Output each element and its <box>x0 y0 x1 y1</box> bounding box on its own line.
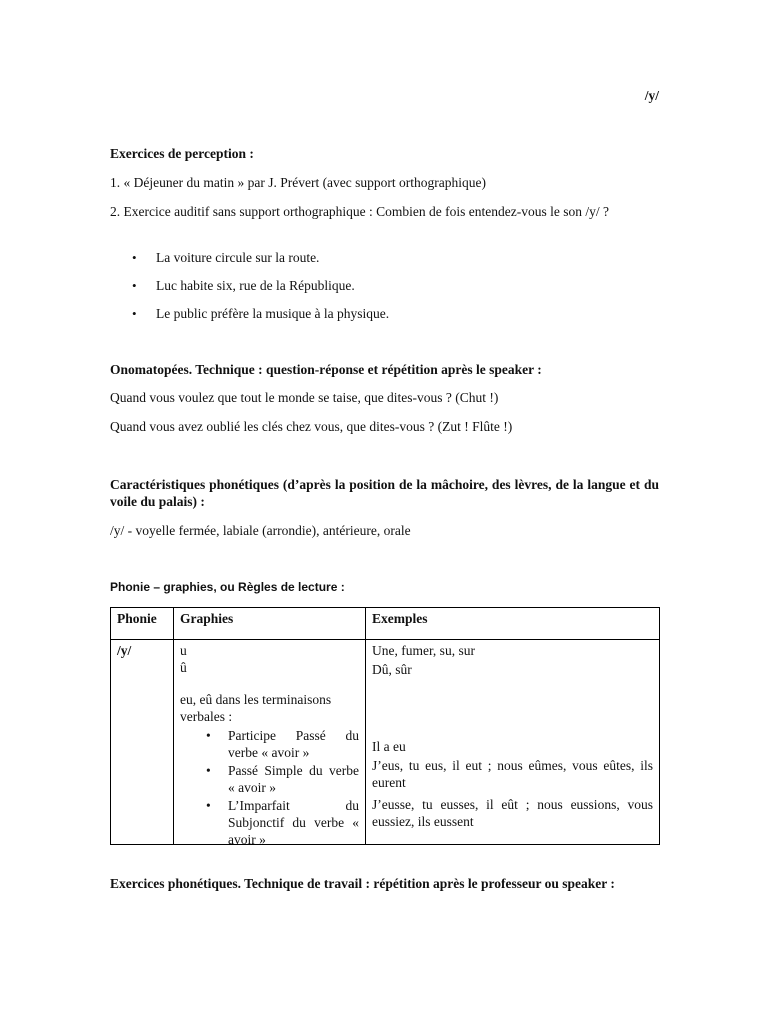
graphie-bullet-participe: • Participe Passé du verbe « avoir » <box>206 728 359 760</box>
bullet-icon: • <box>206 763 211 778</box>
lecture-title: Phonie – graphies, ou Règles de lecture : <box>110 580 345 594</box>
exemple-4: J’eus, tu eus, il eut ; nous eûmes, vous eûtes, ils eurent <box>372 758 653 790</box>
bullet-icon: • <box>206 728 211 743</box>
caracteristiques-description: /y/ - voyelle fermée, labiale (arrondie), antérieure, orale <box>110 523 411 538</box>
exemple-2: Dû, sûr <box>372 662 412 677</box>
perception-item-1: 1. « Déjeuner du matin » par J. Prévert (avec support orthographique) <box>110 175 487 190</box>
perception-title: Exercices de perception : <box>110 146 254 161</box>
perception-sentence-list <box>110 249 659 333</box>
phonie-value: /y/ <box>117 643 132 658</box>
cell-graphies <box>174 640 366 845</box>
bullet-icon: • <box>132 306 137 321</box>
onomatopees-question-1: Quand vous voulez que tout le monde se taise, que dites-vous ? (Chut !) <box>110 390 499 405</box>
exemple-1: Une, fumer, su, sur <box>372 643 475 658</box>
list-item: • Luc habite six, rue de la République. <box>132 278 355 293</box>
header-phonie: Phonie <box>111 608 174 640</box>
phoneme-header: /y/ <box>644 88 659 103</box>
exemple-5: J’eusse, tu eusses, il eût ; nous eussions, vous eussiez, ils eussent <box>372 797 653 829</box>
graphie-bullet-imparfait: • L’Imparfait du Subjonctif du verbe « avoir » <box>206 798 359 847</box>
table-row <box>111 640 660 845</box>
table-header-row <box>111 608 660 640</box>
exercices-title: Exercices phonétiques. Technique de travail : répétition après le professeur ou speaker : <box>110 876 615 891</box>
cell-exemples <box>366 640 660 845</box>
header-graphies: Graphies <box>174 608 366 640</box>
onomatopees-question-2: Quand vous avez oublié les clés chez vous, que dites-vous ? (Zut ! Flûte !) <box>110 419 513 434</box>
exemple-3: Il a eu <box>372 739 406 754</box>
graphie-u-circumflex: û <box>180 660 187 675</box>
list-item: • Le public préfère la musique à la physique. <box>132 306 390 321</box>
cell-phonie <box>111 640 174 845</box>
graphie-eu: eu, eû dans les terminaisons verbales : <box>180 692 332 724</box>
graphie-u: u <box>180 643 187 658</box>
document-page <box>110 0 659 1024</box>
bullet-icon: • <box>132 278 137 293</box>
perception-item-2: 2. Exercice auditif sans support orthographique : Combien de fois entendez-vous le son /y/ ? <box>110 204 609 219</box>
graphie-bullet-passe-simple: • Passé Simple du verbe « avoir » <box>206 763 359 795</box>
onomatopees-title: Onomatopées. Technique : question-réponse et répétition après le speaker : <box>110 362 542 377</box>
list-item: • La voiture circule sur la route. <box>132 250 320 265</box>
caracteristiques-title: Caractéristiques phonétiques (d’après la position de la mâchoire, des lèvres, de la langue et du voile du palais) : <box>110 477 659 509</box>
bullet-icon: • <box>132 250 137 265</box>
lecture-table <box>110 607 660 845</box>
bullet-icon: • <box>206 798 211 813</box>
header-exemples: Exemples <box>366 608 660 640</box>
